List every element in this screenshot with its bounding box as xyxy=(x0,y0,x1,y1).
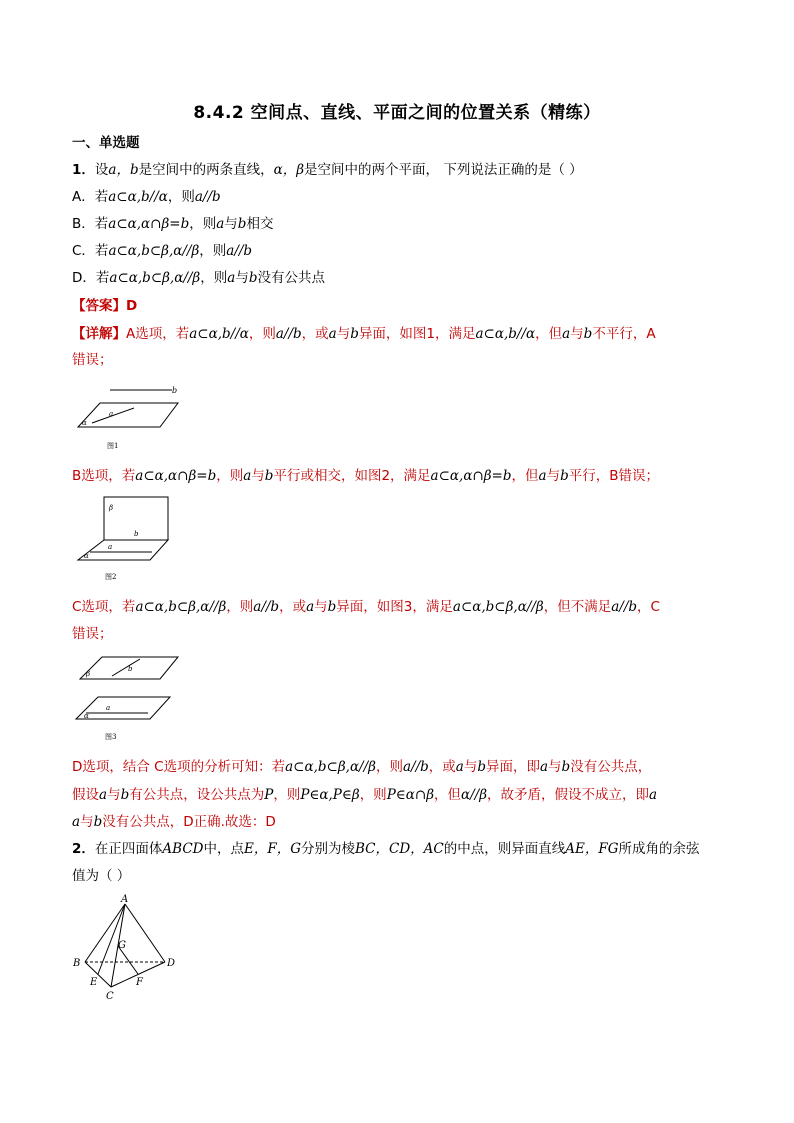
figure-3 xyxy=(72,653,184,745)
edge-bc xyxy=(85,962,111,987)
explanation-c-line1: C选项，若a⊂α,b⊂β,α//β，则a//b，或a与b异面，如图3，满足a⊂α,b⊂β,α//β，但不满足a//b，C xyxy=(72,599,660,615)
q1-answer: 【答案】D xyxy=(72,298,138,314)
explanation-d-line1: D选项，结合 C选项的分析可知：若a⊂α,b⊂β,α//β，则a//b，或a与b异面，即a与b没有公共点， xyxy=(72,759,652,775)
vertex-label-a: A xyxy=(121,894,129,905)
fig3-label-beta: β xyxy=(86,670,91,678)
fig3-label-alpha: α xyxy=(84,712,89,720)
q1-option-d: D．若a⊂α,b⊂β,α//β，则a与b没有公共点 xyxy=(72,270,325,286)
explanation-d-line2: 假设a与b有公共点，设公共点为P，则P∈α,P∈β，则P∈α∩β，但α//β，故矛盾，假设不成立，即a xyxy=(72,787,658,803)
q1-option-a: A．若a⊂α,b//α，则a//b xyxy=(72,189,221,205)
q2-stem-line1: 2．在正四面体ABCD中，点E，F，G分别为棱BC，CD，AC的中点，则异面直线AE，FG所成角的余弦 xyxy=(72,841,700,857)
explanation-b: B选项，若a⊂α,α∩β=b，则a与b平行或相交，如图2，满足a⊂α,α∩β=b，但a与b平行，B错误； xyxy=(72,468,659,484)
figure-1 xyxy=(72,382,184,452)
fig2-label-alpha: α xyxy=(84,552,89,560)
fig3-label-b: b xyxy=(128,665,133,673)
vertex-label-d: D xyxy=(167,958,176,969)
fig1-caption: 图1 xyxy=(107,442,119,450)
explanation-d-line3: a与b没有公共点，D正确.故选：D xyxy=(72,814,276,830)
fig3-label-a: a xyxy=(106,704,111,712)
fig1-label-b: b xyxy=(172,386,178,395)
q1-stem: 1．设a，b是空间中的两条直线，α，β是空间中的两个平面， 下列说法正确的是（ ） xyxy=(72,162,583,178)
fig3-caption: 图3 xyxy=(105,733,117,741)
figure-2 xyxy=(72,494,184,586)
fig2-label-beta: β xyxy=(109,504,114,512)
explanation-c-line2: 错误； xyxy=(72,626,113,642)
q2-stem-line2: 值为（ ） xyxy=(72,868,131,884)
vertex-label-b: B xyxy=(73,958,81,969)
fig2-label-b: b xyxy=(134,530,139,538)
q1-option-c: C．若a⊂α,b⊂β,α//β，则a//b xyxy=(72,243,253,259)
edge-ab xyxy=(85,904,125,962)
fig1-label-alpha: α xyxy=(82,419,87,427)
fig1-label-a: a xyxy=(109,410,114,418)
fig3-line-b xyxy=(112,659,140,676)
tetrahedron-figure xyxy=(70,890,182,1002)
point-label-f: F xyxy=(136,977,143,988)
edge-ad xyxy=(125,904,165,962)
explanation-a-line2: 错误； xyxy=(72,352,113,368)
fig2-label-a: a xyxy=(108,543,113,551)
fig3-plane-alpha xyxy=(76,697,170,719)
segment-ae xyxy=(98,904,125,974)
page-title: 8.4.2 空间点、直线、平面之间的位置关系（精练） xyxy=(193,103,601,123)
q1-option-b: B．若a⊂α,α∩β=b，则a与b相交 xyxy=(72,216,274,232)
point-label-g: G xyxy=(118,940,126,951)
point-label-e: E xyxy=(90,977,98,988)
fig2-plane-alpha xyxy=(78,540,168,560)
vertex-label-c: C xyxy=(106,991,114,1002)
section-heading: 一、单选题 xyxy=(72,135,140,151)
fig1-plane-alpha xyxy=(78,403,178,427)
explanation-a-line1: 【详解】A选项，若a⊂α,b//α，则a//b，或a与b异面，如图1，满足a⊂α,b//α，但a与b不平行，A xyxy=(72,326,656,342)
fig2-caption: 图2 xyxy=(105,573,117,581)
